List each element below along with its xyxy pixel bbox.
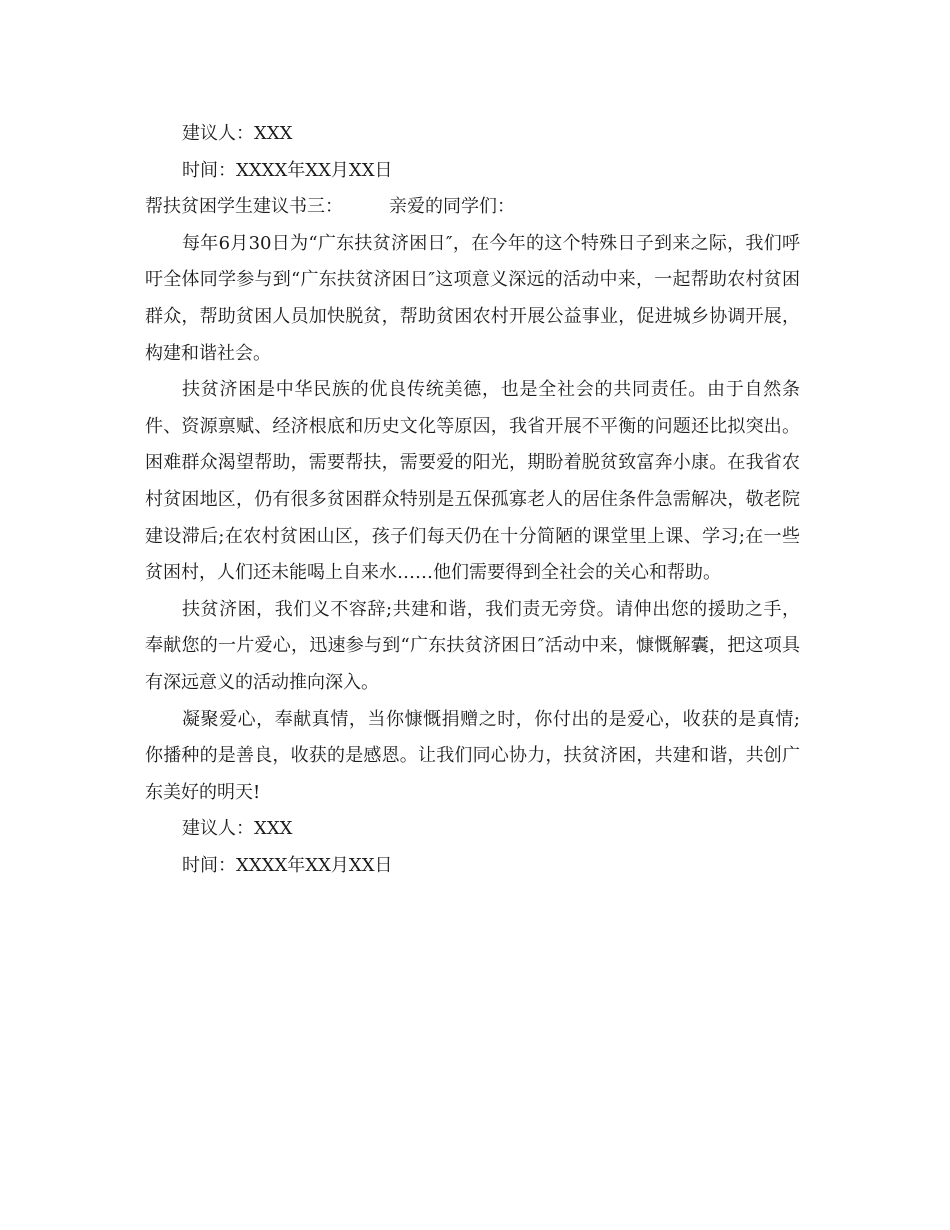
section-heading-row bbox=[145, 189, 800, 226]
paragraph-2: 扶贫济困是中华民族的优良传统美德，也是全社会的共同责任。由于自然条件、资源禀赋、经济根底和历史文化等原因，我省开展不平衡的问题还比拟突出。困难群众渴望帮助，需要帮扶，需要爱的阳光，期盼着脱贫致富奔小康。在我省农村贫困地区，仍有很多贫困群众特别是五保孤寡老人的居住条件急需解决，敬老院建设滞后;在农村贫困山区，孩子们每天仍在十分简陋的课堂里上课、学习;在一些贫困村，人们还未能喝上自来水……他们需要得到全社会的关心和帮助。 bbox=[145, 379, 800, 584]
date-line-top: 时间：XXXX年XX月XX日 bbox=[182, 159, 393, 181]
date-line-bottom: 时间：XXXX年XX月XX日 bbox=[182, 854, 393, 876]
section-heading: 帮扶贫困学生建议书三： bbox=[145, 196, 343, 218]
paragraph-3: 扶贫济困，我们义不容辞;共建和谐，我们责无旁贷。请伸出您的援助之手，奉献您的一片爱心，迅速参与到“广东扶贫济困日″活动中来，慷慨解囊，把这项具有深远意义的活动推向深入。 bbox=[145, 598, 800, 693]
salutation: 亲爱的同学们： bbox=[389, 196, 515, 218]
document-body bbox=[145, 116, 800, 884]
proposer-line-top: 建议人：XXX bbox=[182, 123, 293, 144]
proposer-line-bottom: 建议人：XXX bbox=[182, 818, 293, 840]
paragraph-4: 凝聚爱心，奉献真情，当你慷慨捐赠之时，你付出的是爱心，收获的是真情;你播种的是善良，收获的是感恩。让我们同心协力，扶贫济困，共建和谐，共创广东美好的明天! bbox=[145, 708, 800, 803]
paragraph-1: 每年6月30日为“广东扶贫济困日″，在今年的这个特殊日子到来之际，我们呼吁全体同学参与到“广东扶贫济困日″这项意义深远的活动中来，一起帮助农村贫困群众，帮助贫困人员加快脱贫，帮助贫困农村开展公益事业，促进城乡协调开展，构建和谐社会。 bbox=[145, 232, 800, 364]
